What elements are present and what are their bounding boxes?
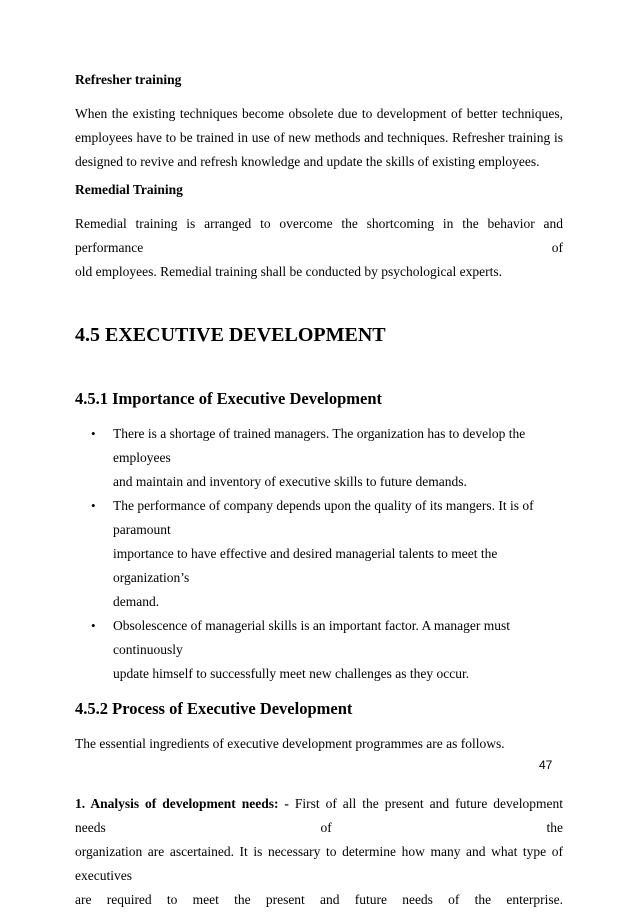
page-number: 47 (539, 758, 553, 772)
paragraph-line-spread (75, 888, 563, 912)
word: the (474, 892, 492, 907)
bullet-icon: • (91, 498, 96, 513)
word: to (166, 892, 178, 907)
refresher-training-paragraph (75, 102, 563, 174)
page-content (75, 70, 563, 912)
refresher-training-heading: Refresher training (75, 72, 182, 87)
spacer (75, 756, 563, 792)
bullet-line: demand. (113, 594, 160, 609)
remedial-training-heading: Remedial Training (75, 182, 183, 197)
bullet-icon: • (91, 426, 96, 441)
importance-bullet-list (75, 422, 563, 686)
bullet-line: and maintain and inventory of executive skills to future demands. (113, 474, 467, 489)
item-text: First of all the present and future development needs of the (75, 796, 563, 835)
paragraph-line: employees have to be trained in use of new methods and techniques. Refresher training is (75, 130, 563, 145)
paragraph-line: old employees. Remedial training shall be conducted by psychological experts. (75, 264, 503, 279)
spacer (75, 410, 563, 422)
executive-development-heading: 4.5 EXECUTIVE DEVELOPMENT (75, 324, 386, 346)
word: present (265, 892, 305, 907)
paragraph-line: designed to revive and refresh knowledge and update the skills of existing employees. (75, 154, 540, 169)
list-item (75, 614, 563, 686)
word: the (234, 892, 251, 907)
bullet-line: update himself to successfully meet new challenges as they occur. (113, 666, 470, 681)
list-item (75, 422, 563, 494)
process-intro: The essential ingredients of executive development programmes are as follows. (75, 736, 505, 751)
word: required (106, 892, 152, 907)
word: are (75, 892, 92, 907)
paragraph-line (75, 792, 563, 840)
word: and (320, 892, 340, 907)
word: future (354, 892, 387, 907)
paragraph-line: Remedial training is arranged to overcome the shortcoming in the behavior and performance of (75, 216, 563, 255)
importance-heading: 4.5.1 Importance of Executive Development (75, 389, 383, 408)
spacer (75, 90, 563, 102)
spacer (75, 686, 563, 698)
bullet-line: There is a shortage of trained managers. The organization has to develop the employees (113, 426, 526, 465)
word: enterprise. (506, 892, 563, 907)
spacer (75, 348, 563, 388)
remedial-training-paragraph (75, 212, 563, 284)
word: meet (192, 892, 219, 907)
bullet-line: The performance of company depends upon the quality of its mangers. It is of paramount (113, 498, 534, 537)
bullet-icon: • (91, 618, 96, 633)
process-item-analysis (75, 792, 563, 912)
word: needs (402, 892, 433, 907)
spacer (75, 720, 563, 732)
spacer (75, 284, 563, 322)
spacer (75, 200, 563, 212)
bullet-line: importance to have effective and desired managerial talents to meet the organization’s (113, 546, 498, 585)
bullet-line: Obsolescence of managerial skills is an important factor. A manager must continuously (113, 618, 511, 657)
process-heading: 4.5.2 Process of Executive Development (75, 699, 353, 718)
paragraph-line: When the existing techniques become obsolete due to development of better techniques, (75, 106, 563, 121)
word: of (448, 892, 460, 907)
item-label: 1. Analysis of development needs: - (75, 796, 289, 811)
list-item (75, 494, 563, 614)
paragraph-line: organization are ascertained. It is necessary to determine how many and what type of executives (75, 844, 563, 883)
